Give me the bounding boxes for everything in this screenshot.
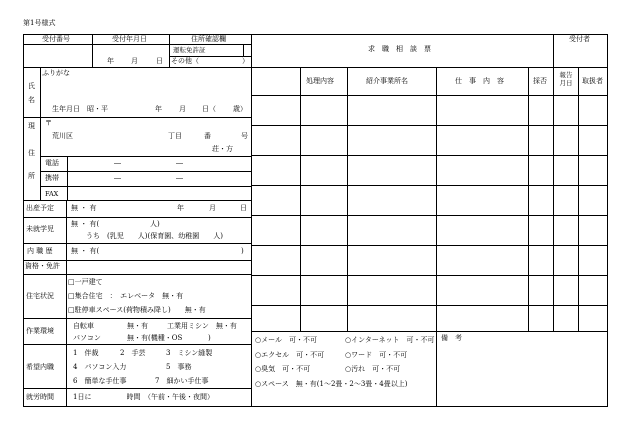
hours-value: 1日に 時間 （午前・午後・夜間） <box>73 393 214 401</box>
desired-2: 2 手芸 <box>120 349 146 357</box>
desired-1: 1 伴裁 <box>73 349 99 357</box>
date-year: 年 <box>107 57 114 65</box>
work-env-label: 作業環境 <box>26 327 54 335</box>
housing-opt1[interactable]: □一戸建て <box>68 278 103 286</box>
birth-plan-year: 年 <box>177 204 184 212</box>
pc-opts: 無・有(機種・OS <box>127 334 183 342</box>
col-processing: 処理内容 <box>306 77 334 85</box>
chome-label: 丁目 <box>168 132 182 140</box>
qualification-label: 資格・免許 <box>25 262 60 270</box>
pc-close: ) <box>208 334 211 342</box>
birth-plan-day: 日 <box>240 204 247 212</box>
birth-plan-month: 月 <box>209 204 216 212</box>
word-opt: ○ワード 可・不可 <box>345 351 408 359</box>
date-day: 日 <box>156 57 163 65</box>
other-label: その他（ <box>171 57 199 65</box>
housing-label: 住宅状況 <box>26 292 54 300</box>
odor-opt: ○臭気 可・不可 <box>255 365 311 373</box>
illness-close: ) <box>241 247 244 255</box>
housing-opt3[interactable]: □駐停車スペース(荷物積み降し) 無・有 <box>68 306 206 314</box>
go-label: 号 <box>241 132 248 140</box>
reception-number-label: 受付番号 <box>42 35 70 43</box>
name-label-2: 名 <box>28 96 35 104</box>
desired-3: 3 ミシン縫製 <box>166 349 213 357</box>
fax-label: FAX <box>45 190 59 198</box>
birth-month: 月 <box>179 105 186 113</box>
col-report-date: 報告月日 <box>559 71 573 87</box>
reception-date-label: 受付年月日 <box>112 35 147 43</box>
col-result: 採否 <box>533 77 547 85</box>
desired-label: 希望内職 <box>26 363 54 371</box>
form-title: 第1号様式 <box>23 19 56 27</box>
bicycle-label: 自転車 <box>73 322 94 330</box>
address-label-2: 住 <box>28 149 35 157</box>
preschool-line1-end: 人) <box>150 220 160 228</box>
address-label-1: 現 <box>28 122 35 130</box>
col-job: 仕 事 内 容 <box>455 77 504 85</box>
housing-opt2[interactable]: □集合住宅 ： エレベータ 無・有 <box>68 292 184 300</box>
excel-opt: ○エクセル 可・不可 <box>255 351 325 359</box>
name-label-1: 氏 <box>28 82 35 90</box>
phone-label: 電話 <box>45 159 59 167</box>
mail-opt: ○メール 可・不可 <box>255 336 317 344</box>
birth-plan-opts: 無 ・ 有 <box>71 204 97 212</box>
bicycle-opts: 無・有 <box>127 322 148 330</box>
furigana-label: ふりがな <box>42 69 70 77</box>
desired-4: 4 パソコン入力 <box>73 363 127 371</box>
postal-mark: 〒 <box>45 119 52 127</box>
consult-title: 求 職 相 談 票 <box>368 45 431 53</box>
receptionist-label: 受付者 <box>569 35 590 43</box>
desired-5: 5 事務 <box>166 363 192 371</box>
desired-6: 6 簡単な手仕事 <box>73 377 127 385</box>
dirt-opt: ○汚れ 可・不可 <box>345 365 401 373</box>
address-label-3: 所 <box>28 172 35 180</box>
ward-name: 荒川区 <box>52 132 73 140</box>
phone-dash-1: ― <box>114 159 121 167</box>
notes-label: 備 考 <box>441 334 462 342</box>
pc-label: パソコン <box>73 334 101 342</box>
preschool-label: 未就学児 <box>26 225 54 233</box>
address-check-label: 住所確認欄 <box>191 35 226 43</box>
mobile-dash-1: ― <box>114 174 121 182</box>
ban-label: 番 <box>204 132 211 140</box>
driver-license-label: 運転免許証 <box>173 46 206 54</box>
birth-year: 年 <box>155 105 162 113</box>
birth-age: 歳） <box>233 105 247 113</box>
mobile-dash-2: ― <box>176 174 183 182</box>
sewing-label: 工業用ミシン 無・有 <box>167 322 237 330</box>
birth-day: 日（ <box>202 105 216 113</box>
internet-opt: ○インターネット 可・不可 <box>345 336 435 344</box>
birth-prefix: 生年月日 昭・平 <box>52 105 108 113</box>
hours-label: 就労時間 <box>26 393 54 401</box>
so-kata-label: 荘・方 <box>212 145 233 153</box>
desired-7: 7 細かい手仕事 <box>155 377 209 385</box>
other-close: ） <box>242 57 249 65</box>
mobile-label: 携帯 <box>45 174 59 182</box>
date-month: 月 <box>131 57 138 65</box>
illness-opts: 無 ・ 有( <box>71 247 100 255</box>
preschool-line2: うち (乳児 人)(保育園、幼稚園 人) <box>86 232 223 240</box>
col-handler: 取扱者 <box>582 77 603 85</box>
col-company: 紹介事業所名 <box>366 77 408 85</box>
illness-label: 内 職 歴 <box>27 247 53 255</box>
preschool-line1: 無 ・ 有( <box>71 220 100 228</box>
birth-plan-label: 出産予定 <box>26 204 54 212</box>
space-opt: ○スペース 無・有(1～2畳・2～3畳・4畳以上) <box>255 380 408 388</box>
phone-dash-2: ― <box>176 159 183 167</box>
